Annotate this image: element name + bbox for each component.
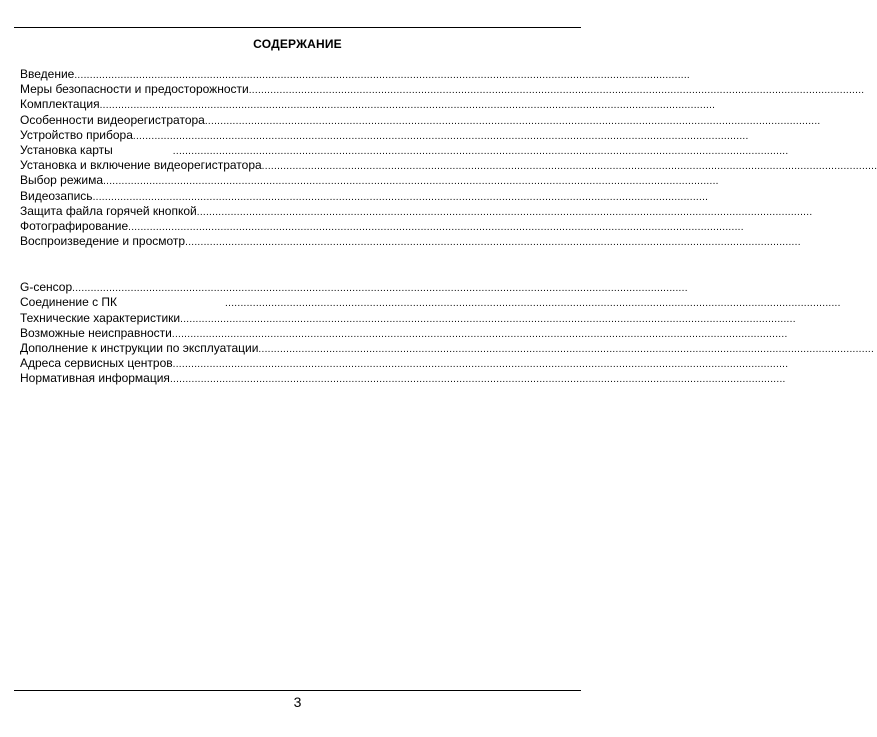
toc-entry [20, 371, 786, 386]
toc-dot-leader: ........................................................................................................................................................................................................ [185, 237, 801, 249]
toc-entry [20, 234, 801, 249]
toc-entry-label: Адреса сервисных центров [20, 356, 173, 371]
toc-dot-leader: ........................................................................................................................................................................................................ [92, 191, 709, 203]
toc-entry [20, 142, 789, 158]
toc-entry-label: Видеозапись [20, 188, 93, 203]
toc-group-spacer [20, 249, 580, 280]
toc-entry-label: Устройство прибора [20, 127, 133, 142]
toc-dot-leader: ........................................................................................................................................................................................................ [172, 359, 789, 371]
toc-entry-label: Фотографирование [20, 218, 129, 233]
toc-dot-leader: ........................................................................................................................................................................................................ [225, 298, 841, 310]
toc-entry-label: Установка и включение видеорегистратора [20, 158, 262, 173]
toc-entry-label: Выбор режима [20, 173, 104, 188]
page-number: 3 [293, 694, 302, 710]
toc-entry-label: Установка карты [20, 142, 113, 157]
toc-dot-leader: ........................................................................................................................................................................................................ [72, 283, 688, 295]
toc-entry [20, 325, 788, 341]
toc-entry [20, 280, 688, 295]
top-rule [14, 27, 581, 28]
toc-dot-leader: ........................................................................................................................................................................................................ [171, 328, 788, 340]
toc-entry-label: G-сенсор [20, 280, 73, 295]
toc-dot-leader: ........................................................................................................................................................................................................ [99, 100, 716, 112]
toc-entry-label: Комплектация [20, 97, 100, 112]
toc-entry-label: Воспроизведение и просмотр [20, 234, 186, 249]
toc-entry [20, 112, 821, 128]
toc-entry [20, 158, 877, 173]
toc-entry [20, 341, 875, 356]
toc-entry [20, 203, 813, 219]
toc-dot-leader: ........................................................................................................................................................................................................ [103, 176, 719, 188]
toc-entry [20, 295, 841, 310]
toc-dot-leader: ........................................................................................................................................................................................................ [204, 115, 821, 127]
toc-entry-label: Введение [20, 67, 75, 81]
toc-dot-leader: ........................................................................................................................................................................................................ [258, 344, 875, 355]
toc-entry [20, 356, 789, 371]
toc-dot-leader: ........................................................................................................................................................................................................ [132, 130, 749, 142]
toc-dot-leader: ........................................................................................................................................................................................................ [196, 206, 813, 218]
toc-entry [20, 173, 719, 188]
toc-entry-label: Дополнение к инструкции по эксплуатации [20, 341, 259, 355]
toc-group-1 [20, 67, 877, 249]
toc-entry-label: Возможные неисправности [20, 325, 172, 340]
toc-entry-label: Особенности видеорегистратора [20, 112, 205, 127]
toc-entry-label: Соединение с ПК [20, 295, 118, 310]
toc-entry-label: Меры безопасности и предосторожности [20, 82, 249, 97]
table-of-contents [20, 67, 877, 387]
toc-dot-leader: ........................................................................................................................................................................................................ [261, 161, 877, 173]
toc-entry-label: Защита файла горячей кнопкой [20, 203, 197, 218]
page-title: СОДЕРЖАНИЕ [253, 37, 342, 51]
toc-dot-leader: ........................................................................................................................................................................................................ [128, 221, 744, 233]
toc-entry [20, 188, 709, 204]
toc-dot-leader: ........................................................................................................................................................................................................ [180, 313, 796, 325]
toc-entry-label: Технические характеристики [20, 310, 181, 325]
toc-dot-leader: ........................................................................................................................................................................................................ [169, 374, 786, 386]
toc-entry [20, 97, 716, 112]
toc-entry [20, 82, 865, 97]
bottom-rule [14, 690, 581, 691]
toc-entry [20, 67, 691, 82]
toc-entry [20, 310, 796, 326]
toc-dot-leader: ........................................................................................................................................................................................................ [248, 85, 865, 97]
toc-entry [20, 127, 749, 143]
toc-entry [20, 218, 744, 234]
toc-entry-label: Нормативная информация [20, 371, 170, 386]
toc-dot-leader: ........................................................................................................................................................................................................ [172, 145, 789, 157]
toc-group-2 [20, 280, 875, 386]
toc-dot-leader: ........................................................................................................................................................................................................ [74, 70, 691, 81]
